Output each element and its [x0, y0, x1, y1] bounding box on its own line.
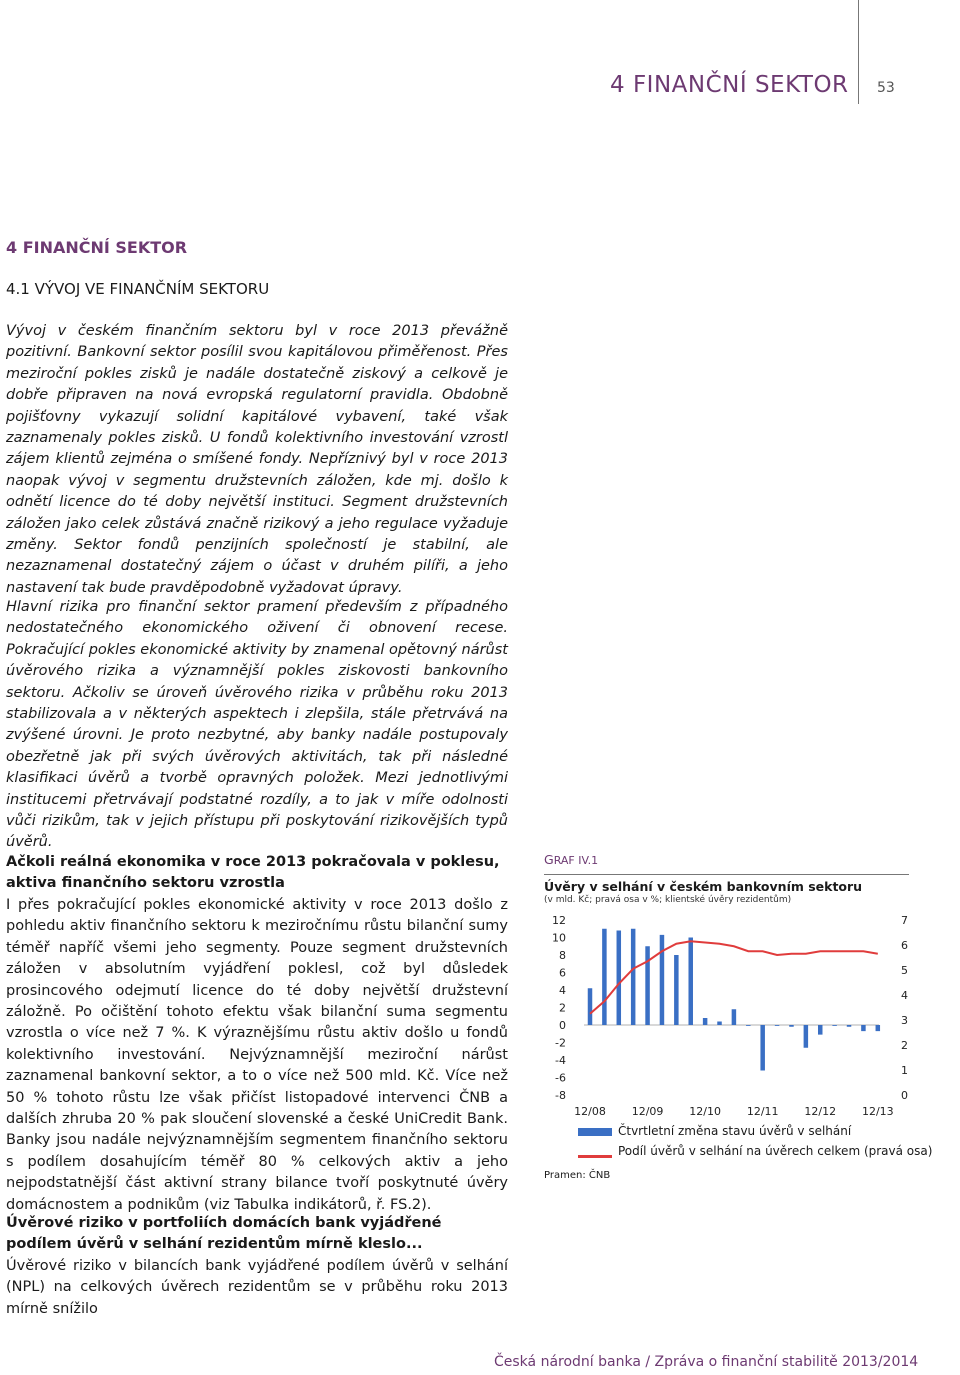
legend-swatch-bar [578, 1128, 612, 1136]
legend-label-bar: Čtvrtletní změna stavu úvěrů v selhání [618, 1124, 852, 1138]
chart-bar [703, 1018, 708, 1025]
figure-label: GRAF IV.1 [544, 852, 599, 867]
y-tick-label: -4 [555, 1054, 566, 1067]
summary-paragraph-2: Hlavní rizika pro finanční sektor pramení především z případného nedostatečného ekonomického oživení či obnovení recese. Pokračující pokles ekonomické aktivity by znamenal opětovný nárůst úvěrového rizika a významnější pokles ziskovosti bankovního sektoru. Ačkoliv se úroveň úvěrového rizika v průběhu roku 2013 stabilizovala a v některých aspektech i zlepšila, stále přetrvává na zvýšené úrovni. Je proto nezbytné, aby banky nadále postupovaly obezřetně jak při svých úvěrových aktivitách, tak při následné klasifikaci úvěrů a tvorbě opravných položek. Mezi jednotlivými institucemi přetrvávají podstatné rozdíly, a to jak v míře odolnosti vůči rizikům, tak v jejich přístupu při poskytování rizikovějších typů úvěrů. [6, 599, 508, 851]
chart-bar [804, 1025, 809, 1048]
y2-tick-label: 0 [901, 1089, 908, 1102]
chart-bar [775, 1025, 780, 1026]
chart-bar [789, 1025, 794, 1027]
y-tick-label: 10 [552, 931, 566, 945]
chart-bar [631, 929, 636, 1025]
lead-heading-assets: Ačkoli reálná ekonomika v roce 2013 pokračovala v poklesu, aktiva finančního sektoru vzrostla [6, 854, 500, 892]
section-heading: 4.1 VÝVOJ VE FINANČNÍM SEKTORU [6, 280, 270, 298]
x-tick-label: 12/08 [574, 1105, 606, 1118]
chart-bar [760, 1025, 765, 1071]
body-paragraph-credit-risk: Úvěrové riziko v bilancích bank vyjádřené podílem úvěrů v selhání (NPL) na celkových úvěrech rezidentům se v průběhu roku 2013 mírně snížilo [6, 1258, 508, 1317]
y2-tick-label: 6 [901, 939, 908, 952]
chart-bar [602, 929, 607, 1025]
y-tick-label: 0 [559, 1019, 566, 1032]
page-number: 53 [877, 80, 895, 96]
chart-subtitle: (v mld. Kč; pravá osa v %; klientské úvěry rezidentům) [544, 895, 792, 905]
chart-bar [645, 946, 650, 1025]
y2-tick-label: 1 [901, 1064, 908, 1077]
chart-bar [832, 1025, 837, 1026]
chart-bar [660, 935, 665, 1025]
chart-bar [588, 988, 593, 1025]
legend-label-line: Podíl úvěrů v selhání na úvěrech celkem (pravá osa) [618, 1144, 933, 1158]
y2-tick-label: 2 [901, 1039, 908, 1052]
y-tick-label: -6 [555, 1071, 566, 1085]
chart-bar [617, 931, 622, 1026]
chart-figure [544, 852, 933, 1187]
lead-heading-credit-risk: Úvěrové riziko v portfoliích domácích bank vyjádřené podílem úvěrů v selhání rezidentům mírně kleslo... [6, 1215, 442, 1253]
summary-paragraph-1: Vývoj v českém finančním sektoru byl v roce 2013 převážně pozitivní. Bankovní sektor posílil svou kapitálovou přiměřenost. Přes meziroční pokles zisků je nadále dostatečně ziskový a celkově je dobře připraven na nová evropská regulatorní pravidla. Obdobně pojišťovny vykazují solidní kapitálové vybavení, také však zaznamenaly pokles zisků. U fondů kolektivního investování vzrostl zájem klientů zejména o smíšené fondy. Nepříznivý byl v roce 2013 naopak vývoj v segmentu družstevních záložen, kde mj. došlo k odnětí licence do té doby největší instituci. Segment družstevních záložen jako celek zůstává značně rizikový a jeho regulace vyžaduje změny. Sektor fondů penzijních společností je stabilní, ale nezaznamenal dostatečný zájem o účast v druhém pilíři, a jeho nastavení tak bude pravděpodobně vyžadovat úpravy. [6, 323, 508, 596]
chart-bar [688, 938, 693, 1026]
y-tick-label: 8 [559, 949, 566, 962]
y2-tick-label: 3 [901, 1014, 908, 1027]
y2-tick-label: 4 [901, 989, 908, 1002]
section-title: 4 FINANČNÍ SEKTOR [610, 72, 849, 98]
figure-rule [544, 874, 909, 875]
y2-tick-label: 5 [901, 964, 908, 977]
chart-bar [717, 1022, 722, 1026]
chapter-heading: 4 FINANČNÍ SEKTOR [6, 238, 188, 257]
y-tick-label: 2 [559, 1001, 566, 1015]
y2-tick-label: 7 [901, 914, 908, 927]
chart-bar [861, 1025, 866, 1031]
chart-title: Úvěry v selhání v českém bankovním sektoru [544, 879, 863, 894]
chart-bar [847, 1025, 852, 1027]
y-tick-label: 12 [552, 914, 566, 927]
header-divider [858, 0, 859, 104]
chart-bar [818, 1025, 823, 1035]
chart-bar [732, 1009, 737, 1025]
y-tick-label: 6 [559, 966, 566, 980]
y-tick-label: -8 [555, 1089, 566, 1102]
x-tick-label: 12/10 [689, 1105, 721, 1118]
chart-bar [674, 955, 679, 1025]
page-footer: Česká národní banka / Zpráva o finanční stabilitě 2013/2014 [494, 1354, 919, 1370]
x-tick-label: 12/11 [746, 1105, 779, 1118]
y-tick-label: 4 [559, 984, 566, 997]
x-tick-label: 12/12 [804, 1105, 837, 1118]
running-header [560, 70, 940, 110]
chart-source: Pramen: ČNB [544, 1170, 611, 1181]
body-paragraph-assets: I přes pokračující pokles ekonomické aktivity v roce 2013 došlo z pohledu aktiv finančního sektoru k meziročnímu růstu bilanční sumy téměř napříč všemi jeho segmenty. Pouze segment družstevních záložen v absolutním vyjádření poklesl, což byl důsledek prosincového odejmutí licence do té doby největší družstevní záložně. Po očištění tohoto efektu však bilanční suma segmentu vzrostla o více než 7 %. K výraznějšímu růstu aktiv došlo u fondů kolektivního investování. Nejvýznamnější meziroční nárůst zaznamenal bankovní sektor, a to o více než 500 mld. Kč. Více než 50 % tohoto růstu lze však přičíst listopadové intervenci ČNB a dalších zhruba 20 % pak sloučení slovenské a české UniCredit Bank. Banky jsou nadále nejvýznamnějším segmentem finančního sektoru s podílem dosahujícím téměř 80 % celkových aktiv a jeho nejpodstatnější část aktivní strany bilance tvoří poskytnuté úvěry domácnostem a podnikům (viz Tabulka indikátorů, ř. FS.2). [6, 897, 508, 1213]
legend-swatch-line [578, 1155, 612, 1158]
y-tick-label: -2 [555, 1036, 566, 1050]
x-tick-label: 12/09 [631, 1105, 664, 1118]
chart-bar [876, 1025, 881, 1031]
x-tick-label: 12/13 [861, 1105, 894, 1118]
chart-plot [544, 910, 916, 1120]
chart-bar [746, 1025, 751, 1026]
